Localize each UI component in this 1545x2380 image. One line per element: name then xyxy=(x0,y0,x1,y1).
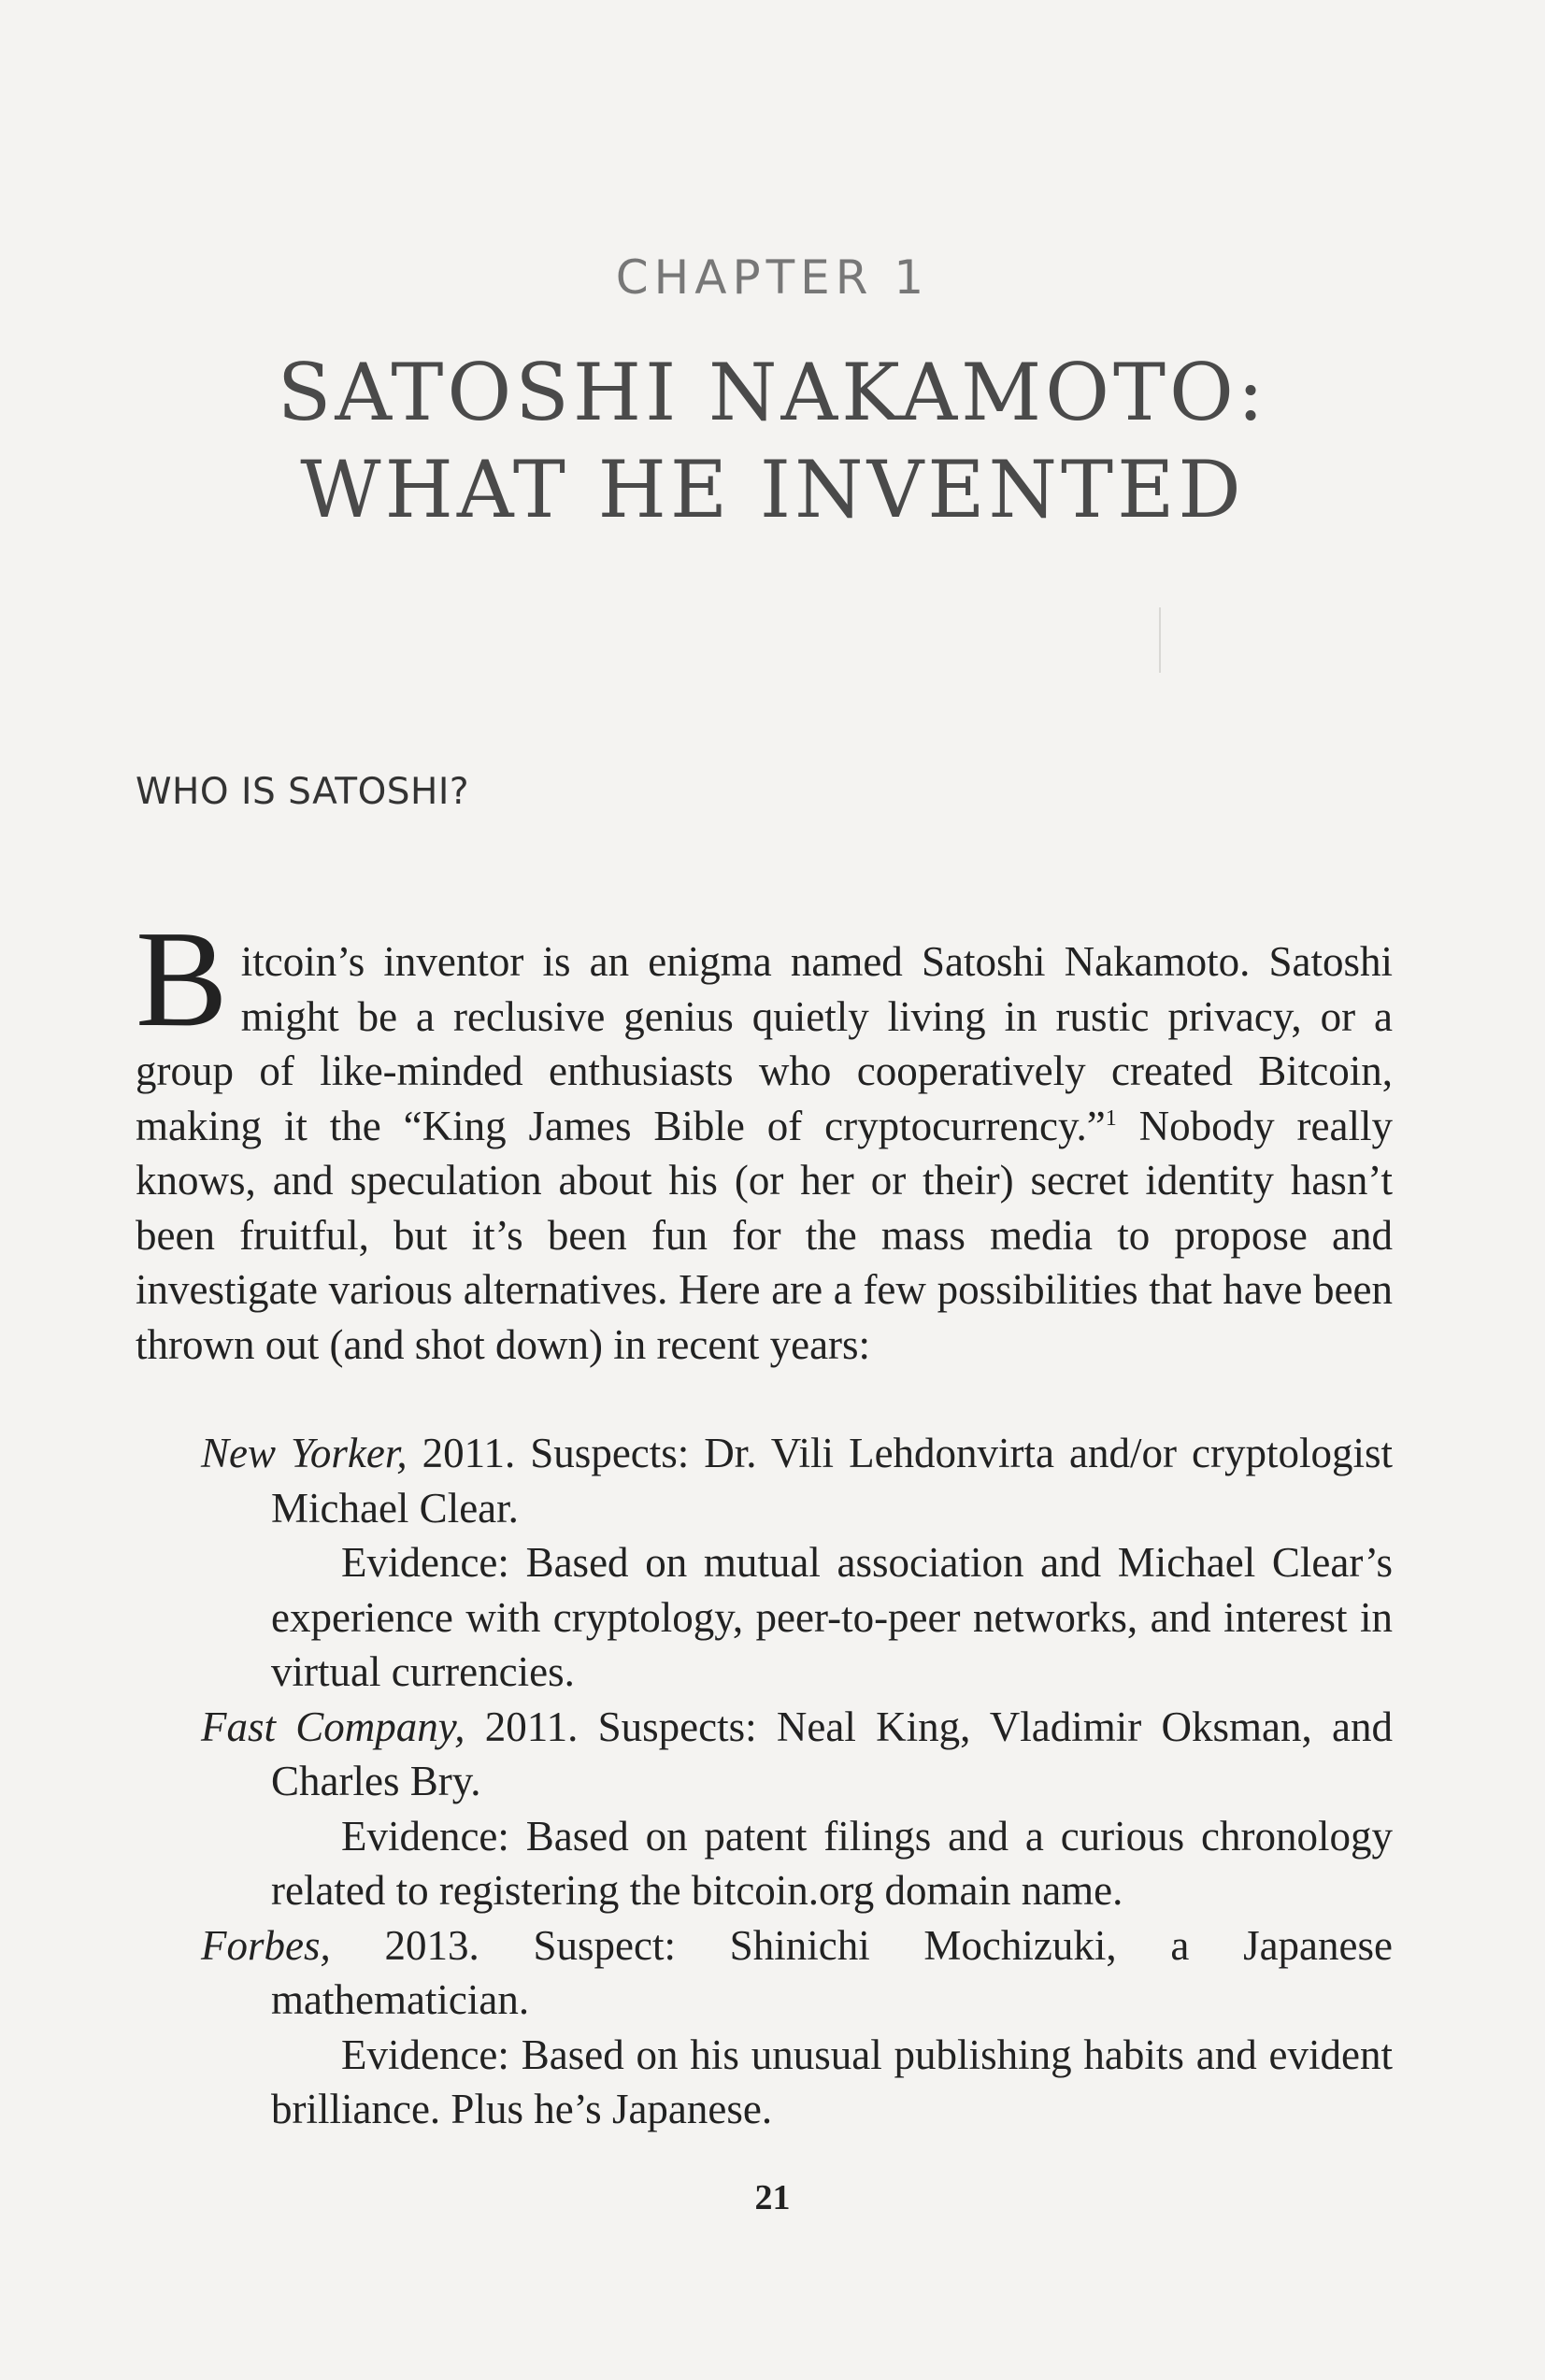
entry-evidence: Evidence: Based on his unusual publishing habits and evident brilliance. Plus he’s Japanese. xyxy=(271,2031,1393,2132)
scan-artifact-line xyxy=(1159,607,1161,673)
intro-paragraph xyxy=(136,903,1393,1372)
section-heading: WHO IS SATOSHI? xyxy=(136,771,470,813)
entry-source: New Yorker, xyxy=(201,1430,408,1476)
page-number: 21 xyxy=(754,2178,791,2217)
list-item xyxy=(201,1426,1393,1700)
chapter-label: CHAPTER 1 xyxy=(615,250,930,305)
entry-detail: 2011. Suspects: Dr. Vili Lehdonvirta and/or cryptologist Michael Clear. xyxy=(271,1430,1393,1532)
entry-heading xyxy=(201,1700,1393,1809)
chapter-title-line-1: SATOSHI NAKAMOTO: xyxy=(277,347,1268,438)
intro-text: itcoin’s inventor is an enigma named Satoshi Nakamoto. Satoshi might be a reclusive genius quietly living in rustic privacy, or a group of like-minded enthusiasts who cooperatively created Bitcoin, making it the “King James Bible of cryptocurrency.” xyxy=(136,938,1393,1149)
entry-detail: 2013. Suspect: Shinichi Mochizuki, a Japanese mathematician. xyxy=(271,1921,1393,2023)
entry-detail: 2011. Suspects: Neal King, Vladimir Oksman, and Charles Bry. xyxy=(271,1703,1394,1804)
drop-cap: B xyxy=(136,903,228,1056)
list-item xyxy=(201,1700,1393,1918)
chapter-title xyxy=(0,344,1545,538)
entry-source: Forbes, xyxy=(201,1921,331,1969)
entry-heading xyxy=(201,1426,1393,1535)
entry-evidence: Evidence: Based on mutual association and Michael Clear’s experience with cryptology, peer-to-peer networks, and interest in virtual currencies. xyxy=(271,1539,1393,1695)
chapter-title-line-2: WHAT HE INVENTED xyxy=(300,444,1245,535)
intro-text-continued: Nobody really knows, and speculation about his (or her or their) secret identity hasn’t been fruitful, but it’s been fun for the mass media to propose and investigate various alternatives. Here are a few possibilities that have been thrown out (and shot down) in recent years: xyxy=(136,1102,1393,1368)
entry-source: Fast Company, xyxy=(201,1703,465,1750)
footnote-marker: 1 xyxy=(1105,1105,1117,1131)
suspect-list xyxy=(201,1426,1393,2137)
list-item xyxy=(201,1918,1393,2137)
entry-heading xyxy=(201,1918,1393,2028)
entry-evidence: Evidence: Based on patent filings and a curious chronology related to registering the bitcoin.org domain name. xyxy=(271,1812,1393,1914)
